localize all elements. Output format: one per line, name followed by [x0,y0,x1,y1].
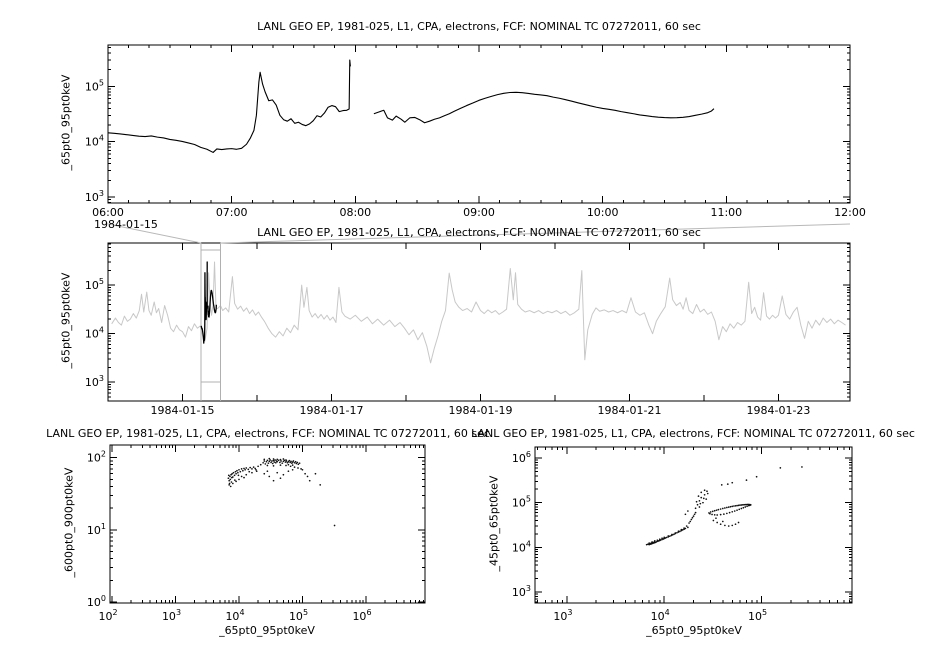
context-plot [85,243,850,417]
tick-label: $10^5$ [84,78,104,94]
tick-label: 11:00 [710,206,743,219]
scatter-left-ylabel: _600pt0_900pt0keV [62,467,76,578]
tick-label: 1984-01-17 [299,404,364,417]
scatter-right-ylabel: _45pt0_65pt0keV [487,475,501,572]
top-plot-date-sublabel: 1984-01-15 [94,218,158,231]
context-plot-title: LANL GEO EP, 1981-025, L1, CPA, electrons, FCF: NOMINAL TC 07272011, 60 sec [257,226,701,239]
tick-label: $10^3$ [161,608,182,623]
tick-label: 06:00 [92,206,124,219]
tick-label: $10^3$ [84,189,104,205]
top-plot-area[interactable] [108,45,850,203]
top-plot-title: LANL GEO EP, 1981-025, L1, CPA, electrons, FCF: NOMINAL TC 07272011, 60 sec [257,20,701,33]
scatter-left-xlabel: _65pt0_95pt0keV [219,624,315,637]
tick-label: 1984-01-19 [448,404,513,417]
scatter-45-65-plot [512,447,852,623]
tick-label: $10^2$ [98,608,118,623]
scatter-right-title: LANL GEO EP, 1981-025, L1, CPA, electrons, FCF: NOMINAL TC 07272011, 60 sec [471,427,915,440]
tick-label: $10^5$ [748,608,768,623]
tick-label: $10^1$ [86,521,106,537]
tick-label: 12:00 [834,206,866,219]
scatter-45-65-plot-area[interactable] [535,447,852,603]
tick-label: $10^3$ [84,374,104,390]
tick-label: $10^2$ [86,449,106,465]
tick-label: $10^6$ [511,449,531,465]
tick-label: 1984-01-21 [597,404,662,417]
scatter-right-xlabel: _65pt0_95pt0keV [646,624,742,637]
tick-label: 09:00 [463,206,495,219]
tick-label: $10^3$ [553,608,573,623]
tick-label: $10^6$ [352,608,372,623]
tick-label: 1984-01-23 [746,404,811,417]
tick-label: $10^5$ [84,277,104,293]
tick-label: $10^5$ [511,494,531,510]
scatter-600-900-plot [87,445,425,623]
top-plot-ylabel: _65pt0_95pt0keV [59,74,73,171]
top-plot [85,45,866,219]
context-plot-ylabel: _65pt0_95pt0keV [59,272,73,369]
tick-label: $10^0$ [86,594,106,610]
tick-label: $10^4$ [84,325,104,341]
tick-label: 07:00 [215,206,248,219]
tick-label: 08:00 [339,206,372,219]
tick-label: $10^3$ [511,584,531,600]
tick-label: $10^4$ [225,608,245,623]
tick-label: 10:00 [586,206,619,219]
tick-label: $10^4$ [650,608,670,623]
tick-label: 1984-01-15 [150,404,215,417]
tick-label: $10^4$ [511,539,531,555]
tick-label: $10^5$ [288,608,309,623]
tick-label: $10^4$ [84,133,104,149]
scatter-left-title: LANL GEO EP, 1981-025, L1, CPA, electrons, FCF: NOMINAL TC 07272011, 60 sec [46,427,490,440]
scatter-600-900-plot-area[interactable] [110,445,425,603]
context-plot-area[interactable] [108,243,850,401]
